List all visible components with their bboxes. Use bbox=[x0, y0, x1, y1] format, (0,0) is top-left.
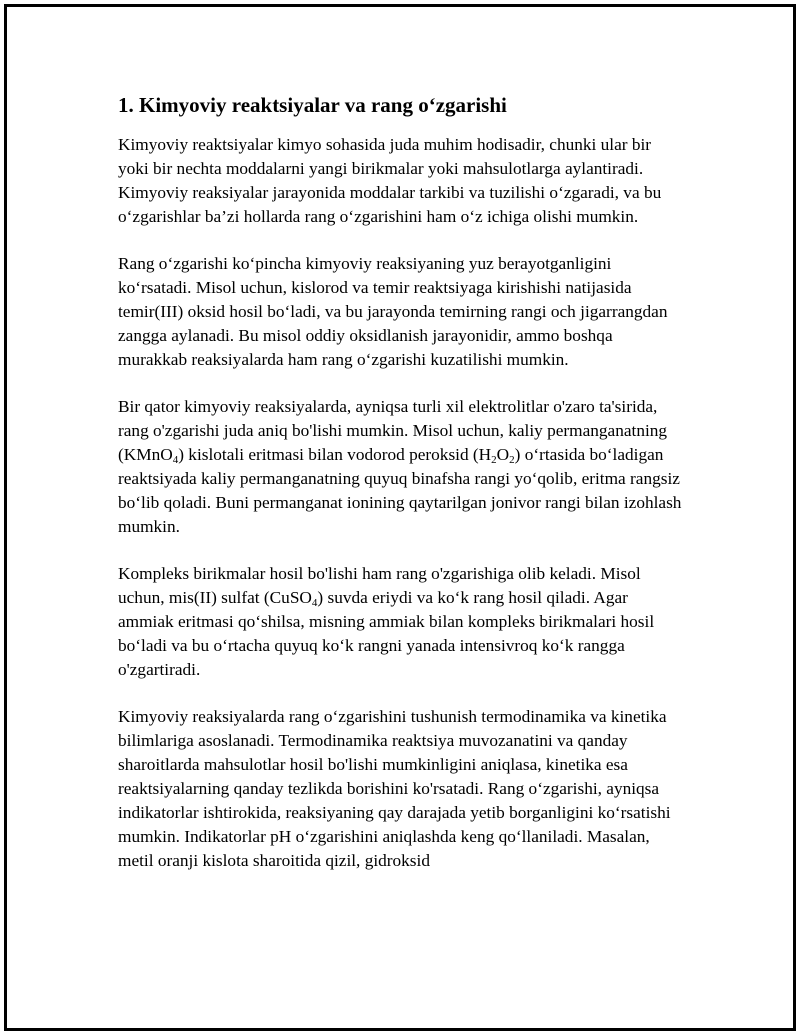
paragraph-1: Kimyoviy reaktsiyalar kimyo sohasida juda muhim hodisadir, chunki ular bir yoki bir nechta moddalarni yangi birikmalar yoki mahsulotlarga aylantiradi. Kimyoviy reaksiyalar jarayonida moddalar tarkibi va tuzilishi o‘zgaradi, va bu o‘zgarishlar ba’zi hollarda rang o‘zgarishini ham o‘z ichiga olishi mumkin. bbox=[118, 135, 662, 226]
paragraph-3-text-b: ) kislotali eritmasi bilan vodorod peroksid (H bbox=[178, 445, 492, 464]
paragraph-3-text-c: O bbox=[496, 445, 510, 464]
paragraph-3-text-a: Bir qator kimyoviy reaksiyalarda, ayniqsa turli xil elektrolitlar o'zaro ta'sirida, rang o'zgarishi juda aniq bo'lishi mumkin. Misol uchun, kaliy permanganatning (KMnO bbox=[118, 397, 668, 464]
paragraph-4 bbox=[118, 562, 684, 682]
section-heading: 1. Kimyoviy reaktsiyalar va rang o‘zgarishi bbox=[118, 93, 507, 117]
h2o2-subscript-o: 2 bbox=[509, 454, 515, 466]
kmno4-subscript: 4 bbox=[172, 454, 179, 466]
paragraph-3-text-d: ) o‘rtasida bo‘ladigan reaktsiyada kaliy permanganatning quyuq binafsha rangi yo‘qolib, eritma rangsiz bo‘lib qoladi. Buni permanganat ionining qaytarilgan jonivor rangi bilan izohlash mumkin. bbox=[118, 445, 682, 536]
h2o2-subscript-h: 2 bbox=[491, 454, 497, 466]
cuso4-subscript: 4 bbox=[311, 597, 318, 609]
paragraph-3 bbox=[118, 395, 684, 539]
document-body bbox=[118, 90, 684, 896]
paragraph-5: Kimyoviy reaksiyalarda rang o‘zgarishini tushunish termodinamika va kinetika bilimlariga asoslanadi. Termodinamika reaktsiya muvozanatini va qanday sharoitlarda mahsulotlar hosil bo'lishi mumkinligini aniqlasa, kinetika esa reaktsiyalarning qanday tezlikda borishini ko'rsatadi. Rang o‘zgarishi, ayniqsa indikatorlar ishtirokida, reaksiyaning qay darajada yetib borganligini ko‘rsatishi mumkin. Indikatorlar pH o‘zgarishini aniqlashda keng qo‘llaniladi. Masalan, metil oranji kislota sharoitida qizil, gidroksid bbox=[118, 707, 671, 870]
paragraph-2: Rang o‘zgarishi ko‘pincha kimyoviy reaksiyaning yuz berayotganligini ko‘rsatadi. Misol uchun, kislorod va temir reaktsiyaga kirishishi natijasida temir(III) oksid hosil bo‘ladi, va bu jarayonda temirning rangi och jigarrangdan zangga aylanadi. Bu misol oddiy oksidlanish jarayonidir, ammo boshqa murakkab reaksiyalarda ham rang o‘zgarishi kuzatilishi mumkin. bbox=[118, 254, 668, 369]
paragraph-4-text-a: Kompleks birikmalar hosil bo'lishi ham rang o'zgarishiga olib keladi. Misol uchun, mis(II) sulfat (CuSO bbox=[118, 564, 641, 607]
paragraph-4-text-b: ) suvda eriydi va ko‘k rang hosil qiladi. Agar ammiak eritmasi qo‘shilsa, misning ammiak bilan kompleks birikmalari hosil bo‘ladi va bu o‘rtacha quyuq ko‘k rangni yanada intensivroq ko‘k rangga o'zgartiradi. bbox=[118, 588, 655, 679]
